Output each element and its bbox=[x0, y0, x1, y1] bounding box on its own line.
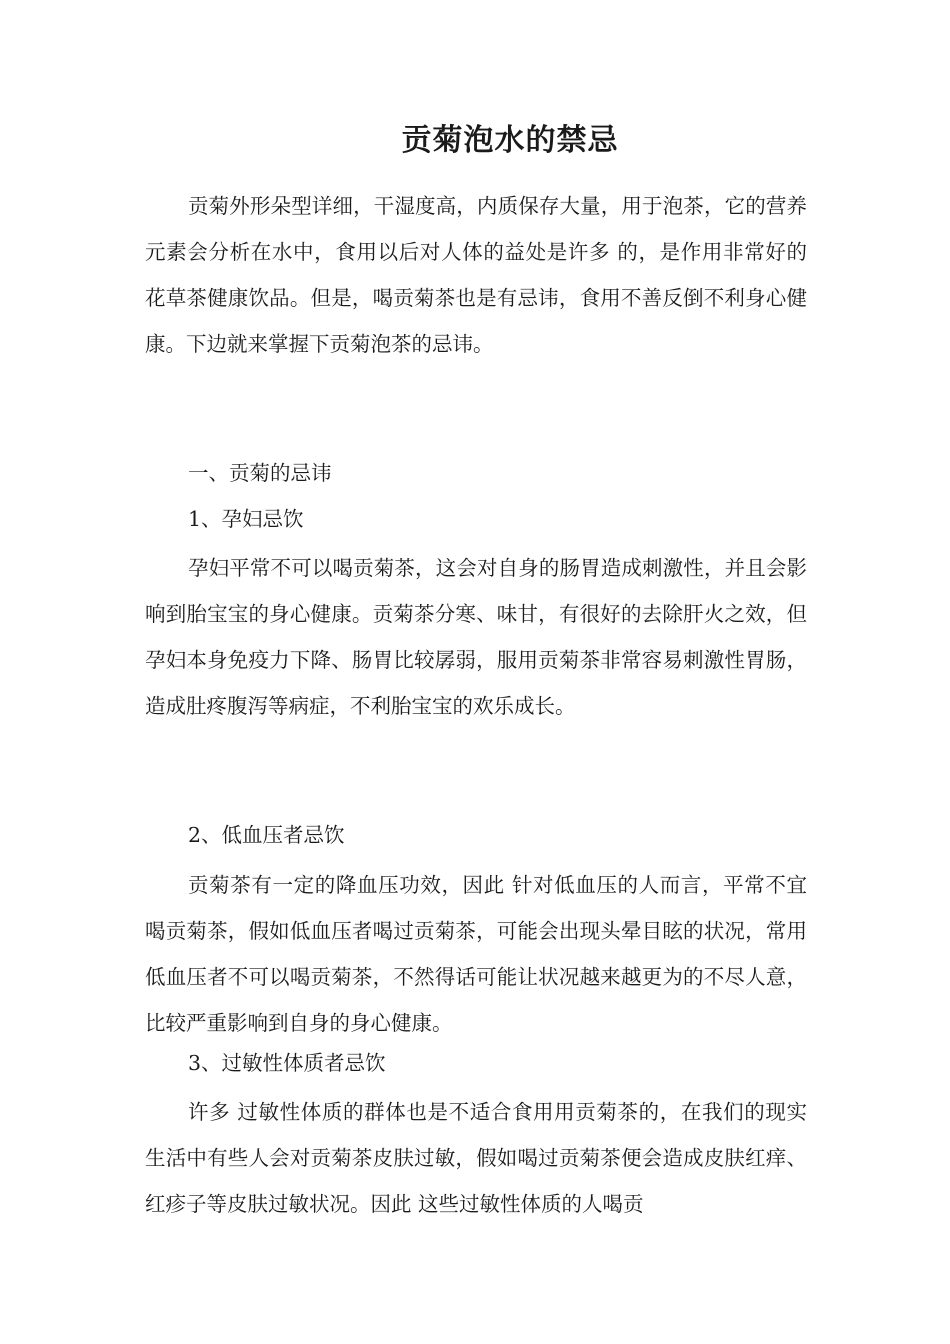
item-paragraph-2: 贡菊茶有一定的降血压功效，因此 针对低血压的人而言，平常不宜喝贡菊茶，假如低血压者喝过贡菊茶，可能会出现头晕目眩的状况，常用低血压者不可以喝贡菊茶，不然得话可能让状况越来越更为的不尽人意，比较严重影响到自身的身心健康。 bbox=[145, 873, 807, 1035]
item-paragraph-1: 孕妇平常不可以喝贡菊茶，这会对自身的肠胃造成刺激性，并且会影响到胎宝宝的身心健康。贡菊茶分寒、味甘，有很好的去除肝火之效，但孕妇本身免疫力下降、肠胃比较孱弱，服用贡菊茶非常容易刺激性胃肠，造成肚疼腹泻等病症，不利胎宝宝的欢乐成长。 bbox=[145, 556, 807, 718]
item-paragraph-3: 许多 过敏性体质的群体也是不适合食用用贡菊茶的，在我们的现实生活中有些人会对贡菊茶皮肤过敏，假如喝过贡菊茶便会造成皮肤红痒、红疹子等皮肤过敏状况。因此 这些过敏性体质的人喝贡 bbox=[145, 1100, 807, 1216]
item-heading-2: 2、低血压者忌饮 bbox=[188, 823, 345, 847]
intro-paragraph: 贡菊外形朵型详细，干湿度高，内质保存大量，用于泡茶，它的营养元素会分析在水中，食用以后对人体的益处是许多 的，是作用非常好的花草茶健康饮品。但是，喝贡菊茶也是有忌讳，食用不善反倒不利身心健康。下边就来掌握下贡菊泡茶的忌讳。 bbox=[145, 194, 807, 356]
item-heading-1: 1、孕妇忌饮 bbox=[188, 507, 304, 531]
item-heading-3: 3、过敏性体质者忌饮 bbox=[188, 1051, 386, 1075]
section-heading: 一、贡菊的忌讳 bbox=[188, 461, 332, 485]
document-title: 贡菊泡水的禁忌 bbox=[401, 123, 619, 158]
